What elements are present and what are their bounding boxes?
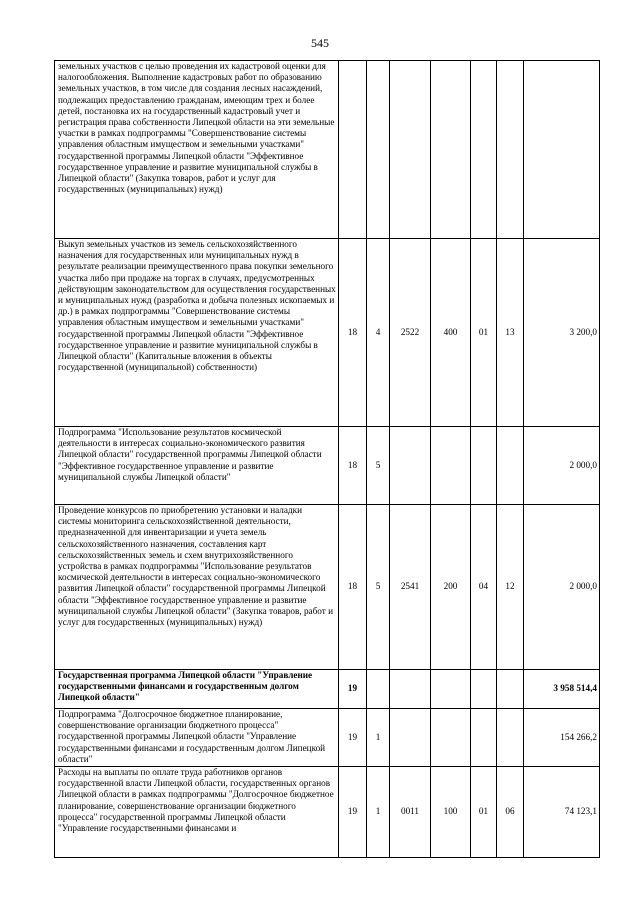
page-number: 545	[311, 36, 329, 50]
amount-value: 2 000,0	[524, 505, 600, 670]
expense-type-code	[431, 709, 471, 767]
subsection-code: 13	[497, 239, 524, 427]
target-item-code: 2541	[390, 505, 431, 670]
row-description: Проведение конкурсов по приобретению установки и наладки системы мониторинга сельскохозяйственной деятельности, предназначенной для инвентаризации и учета земель сельскохозяйственного назначения, составления карт сельскохозяйственных земель и схем внутрихозяйственного устройства в рамках подпрограммы "Использование результатов космической деятельности в интересах социально-экономического развития Липецкой области" государственной программы Липецкой области "Эффективное государственное управление и развитие муниципальной службы Липецкой области" (Закупка товаров, работ и услуг для государственных (муниципальных) нужд)	[55, 505, 339, 670]
table-row	[55, 709, 600, 767]
subprogram-code: 1	[367, 767, 390, 858]
subsection-code: 12	[497, 505, 524, 670]
row-description: Расходы на выплаты по оплате труда работников органов государственной власти Липецкой области, государственных органов Липецкой области в рамках подпрограммы "Долгосрочное бюджетное планирование, совершенствование организации бюджетного процесса" государственной программы Липецкой области "Управление государственными финансами и	[55, 767, 339, 858]
subsection-code	[497, 61, 524, 239]
subsection-code	[497, 670, 524, 709]
table-row	[55, 61, 600, 239]
expense-type-code	[431, 670, 471, 709]
subprogram-code: 5	[367, 505, 390, 670]
subprogram-code	[367, 61, 390, 239]
row-description: Государственная программа Липецкой области "Управление государственными финансами и государственным долгом Липецкой области"	[55, 670, 339, 709]
table-row	[55, 505, 600, 670]
program-code: 19	[339, 670, 367, 709]
table-row	[55, 427, 600, 505]
row-description: Выкуп земельных участков из земель сельскохозяйственного назначения для государственных или муниципальных нужд в результате реализации преимущественного права покупки земельного участка либо при продаже на торгах в случаях, предусмотренных действующим законодательством для осуществления государственных и муниципальных нужд (разработка и добыча полезных ископаемых и др.) в рамках подпрограммы "Совершенствование системы управления областным имуществом и земельными участками" государственной программы Липецкой области "Эффективное государственное управление и развитие муниципальной службы в Липецкой области" (Капитальные вложения в объекты государственной (муниципальной) собственности)	[55, 239, 339, 427]
target-item-code	[390, 670, 431, 709]
program-code	[339, 61, 367, 239]
table-row	[55, 767, 600, 858]
target-item-code: 2522	[390, 239, 431, 427]
amount-value: 74 123,1	[524, 767, 600, 858]
subprogram-code	[367, 670, 390, 709]
subprogram-code: 1	[367, 709, 390, 767]
subprogram-code: 4	[367, 239, 390, 427]
expense-type-code: 400	[431, 239, 471, 427]
subprogram-code: 5	[367, 427, 390, 505]
amount-value: 3 200,0	[524, 239, 600, 427]
subsection-code	[497, 427, 524, 505]
section-code	[471, 709, 497, 767]
budget-table	[54, 60, 600, 858]
amount-value: 2 000,0	[524, 427, 600, 505]
target-item-code: 0011	[390, 767, 431, 858]
expense-type-code: 100	[431, 767, 471, 858]
expense-type-code: 200	[431, 505, 471, 670]
program-code: 19	[339, 709, 367, 767]
table-row-program	[55, 670, 600, 709]
amount-value: 154 266,2	[524, 709, 600, 767]
target-item-code	[390, 709, 431, 767]
amount-value: 3 958 514,4	[524, 670, 600, 709]
program-code: 19	[339, 767, 367, 858]
section-code	[471, 61, 497, 239]
section-code: 04	[471, 505, 497, 670]
target-item-code	[390, 427, 431, 505]
section-code: 01	[471, 239, 497, 427]
subsection-code: 06	[497, 767, 524, 858]
target-item-code	[390, 61, 431, 239]
amount-value	[524, 61, 600, 239]
expense-type-code	[431, 427, 471, 505]
section-code	[471, 427, 497, 505]
row-description: Подпрограмма "Долгосрочное бюджетное планирование, совершенствование организации бюджетного процесса" государственной программы Липецкой области "Управление государственными финансами и государственным долгом Липецкой области"	[55, 709, 339, 767]
program-code: 18	[339, 505, 367, 670]
program-code: 18	[339, 239, 367, 427]
section-code	[471, 670, 497, 709]
program-code: 18	[339, 427, 367, 505]
subsection-code	[497, 709, 524, 767]
section-code: 01	[471, 767, 497, 858]
table-row	[55, 239, 600, 427]
row-description: Подпрограмма "Использование результатов космической деятельности в интересах социально-экономического развития Липецкой области" государственной программы Липецкой области "Эффективное государственное управление и развитие муниципальной службы Липецкой области"	[55, 427, 339, 505]
expense-type-code	[431, 61, 471, 239]
row-description: земельных участков с целью проведения их кадастровой оценки для налогообложения. Выполнение кадастровых работ по образованию земельных участков, в том числе для создания лесных насаждений, подлежащих предоставлению гражданам, имеющим трех и более детей, постановка их на государственный кадастровый учет и регистрация права собственности Липецкой области на эти земельные участки в рамках подпрограммы "Совершенствование системы управления областным имуществом и земельными участками" государственной программы Липецкой области "Эффективное государственное управление и развитие муниципальной службы в Липецкой области" (Закупка товаров, работ и услуг для государственных (муниципальных) нужд)	[55, 61, 339, 239]
